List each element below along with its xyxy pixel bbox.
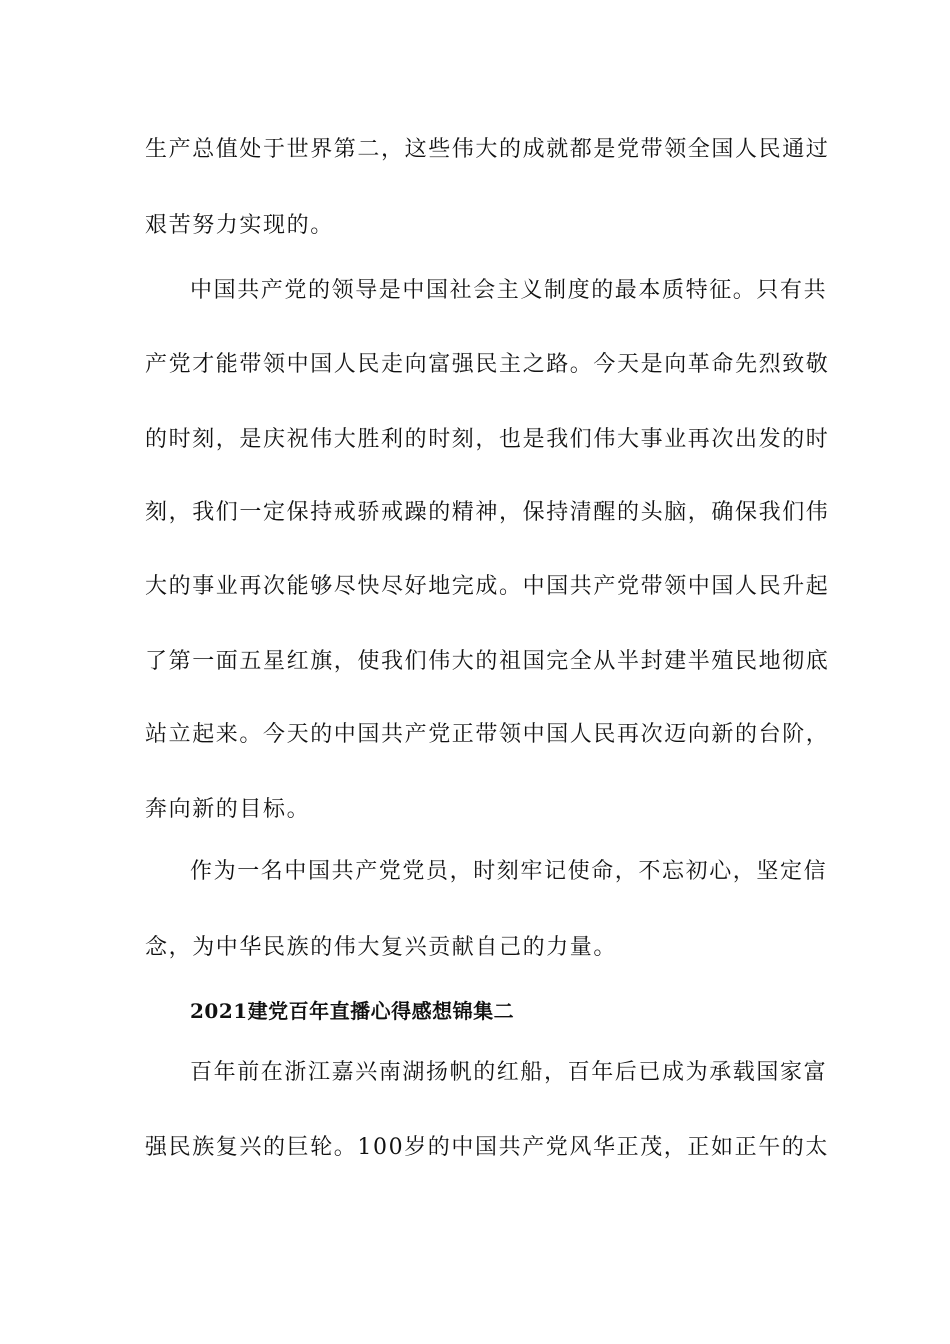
paragraph-line: 的时刻，是庆祝伟大胜利的时刻，也是我们伟大事业再次出发的时: [145, 427, 830, 452]
paragraph-line: 奔向新的目标。: [145, 797, 311, 822]
paragraph-line: 百年前在浙江嘉兴南湖扬帆的红船，百年后已成为承载国家富: [190, 1060, 828, 1085]
paragraph-line: 了第一面五星红旗，使我们伟大的祖国完全从半封建半殖民地彻底: [145, 649, 830, 674]
paragraph-line: 念，为中华民族的伟大复兴贡献自己的力量。: [145, 935, 618, 960]
paragraph-line: 作为一名中国共产党党员，时刻牢记使命，不忘初心，坚定信: [190, 859, 828, 884]
paragraph-line: 大的事业再次能够尽快尽好地完成。中国共产党带领中国人民升起: [145, 574, 830, 599]
paragraph-line: 艰苦努力实现的。: [145, 213, 334, 238]
paragraph-line: 产党才能带领中国人民走向富强民主之路。今天是向革命先烈致敬: [145, 352, 830, 377]
paragraph-line: 强民族复兴的巨轮。100岁的中国共产党风华正茂，正如正午的太: [145, 1135, 829, 1160]
paragraph-line: 刻，我们一定保持戒骄戒躁的精神，保持清醒的头脑，确保我们伟: [145, 500, 830, 525]
section-heading: 2021建党百年直播心得感想锦集二: [190, 999, 515, 1023]
paragraph-line: 中国共产党的领导是中国社会主义制度的最本质特征。只有共: [190, 278, 828, 303]
paragraph-line: 站立起来。今天的中国共产党正带领中国人民再次迈向新的台阶，: [145, 722, 830, 747]
paragraph-line: 生产总值处于世界第二，这些伟大的成就都是党带领全国人民通过: [145, 137, 830, 162]
